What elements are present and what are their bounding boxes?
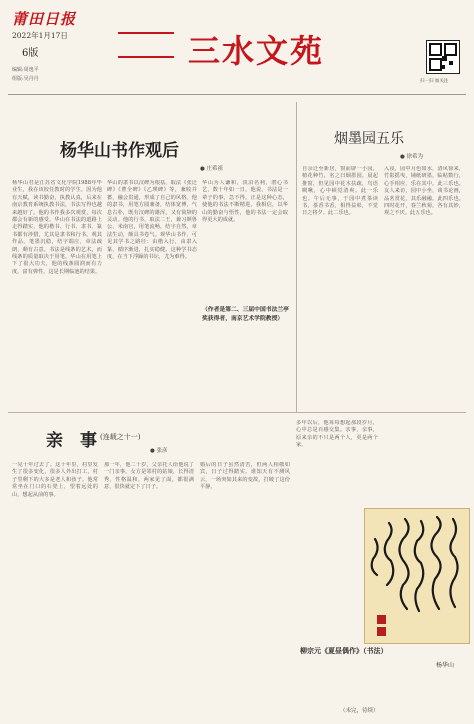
article3-title: 亲 事 <box>46 431 97 451</box>
masthead-divider <box>8 94 466 95</box>
article1-title: 杨华山书作观后 <box>60 141 179 161</box>
qr-caption: 扫一扫 加关注 <box>420 79 449 84</box>
red-rule-top <box>118 32 174 34</box>
calligraphy-caption: 柳宗元《夏昼偶作》（书法） <box>300 646 388 655</box>
article1-note: （作者是第二、三届中国书法兰亭奖获得者，南京艺术学院教授） <box>202 307 289 322</box>
article3-column-2: 那一年，他二十岁，父亲托人给他说了一门亲事。女方是邻村的姑娘，长得清秀，性格温和。两家见了面，都很满意，很快就定下了日子。 <box>104 462 194 491</box>
section-title: 三水文苑 <box>188 32 325 70</box>
calligraphy-artist: 杨华山 <box>436 662 455 669</box>
page-number: 6版 <box>22 48 39 59</box>
article3-end-note: （未完，待续） <box>340 708 379 714</box>
designer-credit: 组版:吴丹丹 <box>12 76 39 82</box>
red-rule-bottom <box>118 56 174 58</box>
article1-column-3: 华山为人谦和，淡泊名利，潜心书艺，数十年如一日。他说，书法是一辈子的事，急不得。正是这种心态，使他的书法不断精进。我相信，以华山的勤奋与悟性，他的书法一定会取得更大的成就。 <box>202 180 288 224</box>
article2-author: ● 徐希为 <box>400 154 424 160</box>
issue-date: 2022年1月17日 <box>12 31 68 40</box>
article3-subtitle: (连载之十一) <box>100 433 141 441</box>
article2-column-2: 入夜，园中月色如水，清风徐来，竹影摇曳，铺纸研墨，临帖数行，心手相应，乐在其中。此三乐也。友人来访，园中小坐，谈书论画，品茗赏花，其乐融融。此四乐也。四时花开，春兰秋菊，各有其妙，观之不厌。此五乐也。 <box>384 166 464 217</box>
article3-column-1: 一晃十年过去了。这十年里，村里发生了很多变化，很多人外出打工，村子里剩下的大多是老人和孩子。他常常坐在门口的石凳上，望着远处的山，想起从前的事。 <box>12 462 98 498</box>
article3-column-3: 婚后的日子虽然清苦，但两人相敬如宾，日子过得踏实。谁知天有不测风云，一场突如其来的变故，打破了这份平静。 <box>200 462 290 491</box>
calligraphy-strokes <box>365 509 469 643</box>
article1-author: ● 庄希祖 <box>200 166 224 172</box>
section-divider <box>8 412 466 413</box>
article3-author: ● 张彦 <box>150 448 168 454</box>
masthead <box>8 6 466 96</box>
column-divider-main <box>296 102 297 412</box>
qr-code-icon[interactable] <box>426 40 460 74</box>
article1-column-2: 华山的隶书以汉碑为根基，取法《张迁碑》《曹全碑》《乙瑛碑》等，兼收并蓄，融会贯通，形成了自己的风格。他的隶书，用笔方圆兼备，结体宽博，气息古朴，既有汉碑的雄浑，又有简牍的灵动。他的行书，取法二王，兼习颜鲁公、米南宫，用笔流畅，结字自然，章法生动，颇具书卷气。观华山书作，可见其学书之路径：由楷入行，由隶入篆，循序渐进，扎实稳健。这种学书态度，在当下浮躁的书坛，尤为难得。 <box>107 180 197 261</box>
article3-column-4: 多年以后，他每每想起那段岁月，心中总是百感交集。亲事，亲事，原来亲的不只是两个人，更是两个家。 <box>296 420 378 449</box>
article1-column-1: 杨华山君是江苏省文化学院1988年毕业生，我在该校任教时的学生。因为他有天赋，读书勤奋，执教认真，后来在南京教育系统执教书法，书法写得也越来越好了。他的书作我多次观赏，每次都会有新的感受。华山在书法的道路上走得踏实，他的楷书、行书、隶书、篆书都有涉猎，尤其是隶书和行书。观其作品，笔墨沉稳，结字端庄，章法疏朗，颇有古意。书法是线条的艺术，而线条的质量取决于用笔。华山在用笔上下了很大功夫，他的线条圆润而有力度，富有弹性，这是长期临池的结果。 <box>12 180 102 275</box>
calligraphy-artwork <box>364 508 470 644</box>
paper-name-logo: 莆田日报 <box>12 10 77 28</box>
article2-title: 烟墨园五乐 <box>334 131 404 147</box>
article2-column-1: 自余迁至新居，窗前辟一小园，植花种竹，名之曰烟墨园。晨起推窗，但见园中花木扶疏，鸟语啁啾，心中顿觉清爽。此一乐也。午后无事，于园中煮茶读书，茶香书香，相得益彰，不觉日之将夕。此二乐也。 <box>302 166 378 217</box>
editor-credit: 编辑:周逸平 <box>12 67 39 73</box>
